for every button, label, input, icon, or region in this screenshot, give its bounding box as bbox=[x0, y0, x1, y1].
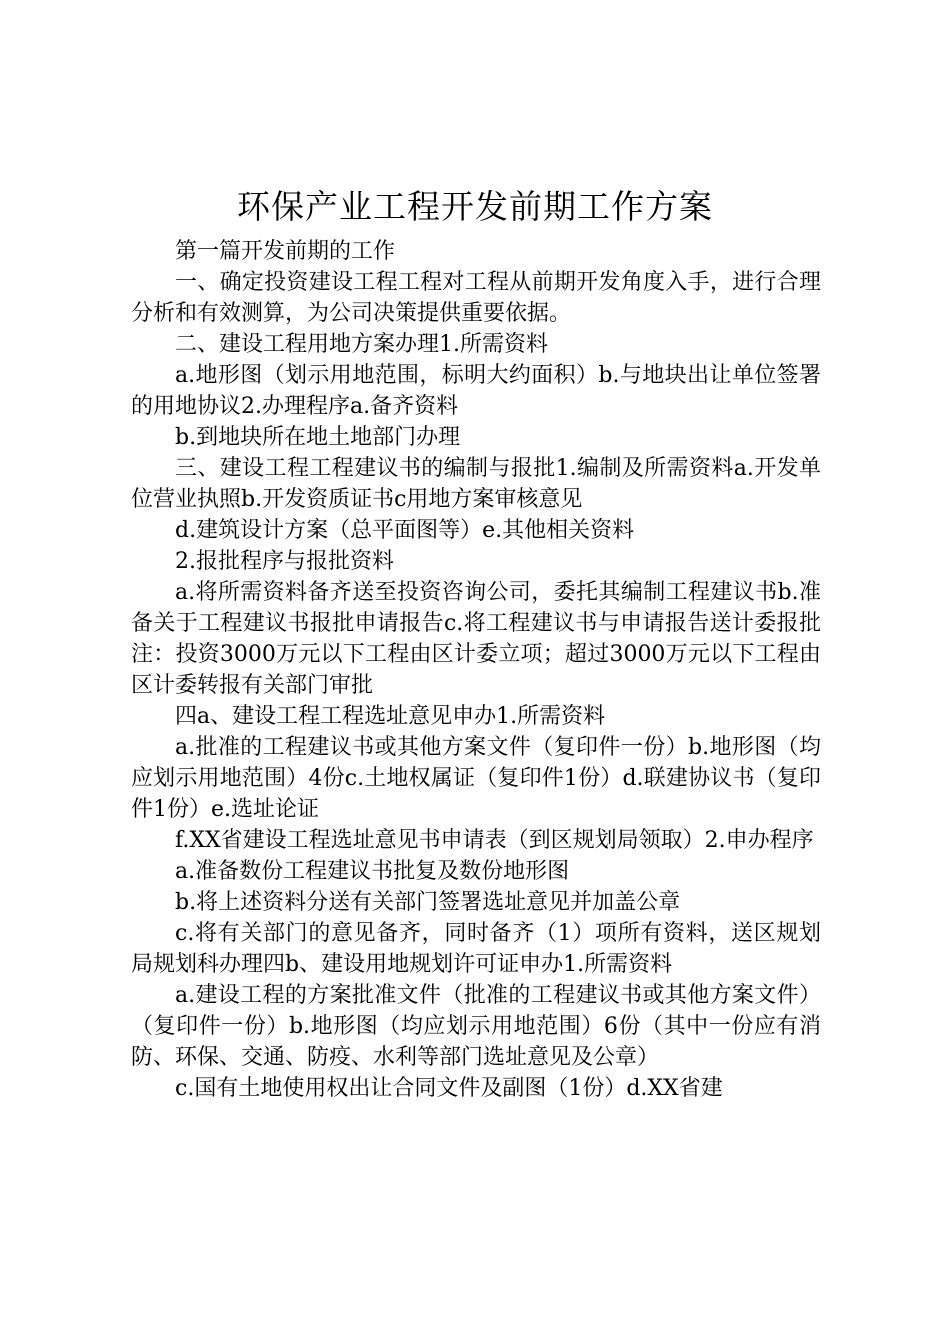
paragraph-section-4b-item-c: c.国有土地使用权出让合同文件及副图（1份）d.XX省建 bbox=[175, 1076, 723, 1101]
paragraph-section-4a: 四a、建设工程工程选址意见申办1.所需资料 bbox=[175, 704, 606, 729]
paragraph-section-1: 一、确定投资建设工程工程对工程从前期开发角度入手，进行合理分析和有效测算，为公司决策提供重要依据。 bbox=[131, 270, 821, 326]
document-body bbox=[131, 236, 821, 1104]
paragraph-section-2: 二、建设工程用地方案办理1.所需资料 bbox=[175, 332, 548, 357]
paragraph-section-4a-items: a.批准的工程建议书或其他方案文件（复印件一份）b.地形图（均应划示用地范围）4份c.土地权属证（复印件1份）d.联建协议书（复印件1份）e.选址论证 bbox=[131, 735, 821, 822]
paragraph-section-2-step-b: b.到地块所在地土地部门办理 bbox=[175, 425, 461, 450]
paragraph-section-4a-step-a: a.准备数份工程建议书批复及数份地形图 bbox=[175, 859, 570, 884]
document-title: 环保产业工程开发前期工作方案 bbox=[237, 187, 713, 226]
paragraph-section-4a-step-c: c.将有关部门的意见备齐，同时备齐（1）项所有资料，送区规划局规划科办理四b、建设用地规划许可证申办1.所需资料 bbox=[131, 921, 821, 977]
paragraph-section-3-items: d.建筑设计方案（总平面图等）e.其他相关资料 bbox=[175, 518, 635, 543]
paragraph-section-4a-step-b: b.将上述资料分送有关部门签署选址意见并加盖公章 bbox=[175, 890, 681, 915]
paragraph-section-3: 三、建设工程工程建议书的编制与报批1.编制及所需资料a.开发单位营业执照b.开发资质证书c用地方案审核意见 bbox=[131, 456, 821, 512]
paragraph-section-4a-item-f: f.XX省建设工程选址意见书申请表（到区规划局领取）2.申办程序 bbox=[175, 828, 814, 853]
paragraph-part-heading: 第一篇开发前期的工作 bbox=[175, 239, 396, 264]
paragraph-section-2-items: a.地形图（划示用地范围，标明大约面积）b.与地块出让单位签署的用地协议2.办理程序a.备齐资料 bbox=[131, 363, 821, 419]
paragraph-section-4b-items: a.建设工程的方案批准文件（批准的工程建议书或其他方案文件）（复印件一份）b.地形图（均应划示用地范围）6份（其中一份应有消防、环保、交通、防疫、水利等部门选址意见及公章） bbox=[131, 983, 821, 1070]
paragraph-section-3-steps: a.将所需资料备齐送至投资咨询公司，委托其编制工程建议书b.准备关于工程建议书报批申请报告c.将工程建议书与申请报告送计委报批注：投资3000万元以下工程由区计委立项；超过3000万元以下工程由区计委转报有关部门审批 bbox=[131, 580, 821, 698]
paragraph-section-3-procedure: 2.报批程序与报批资料 bbox=[175, 549, 394, 574]
